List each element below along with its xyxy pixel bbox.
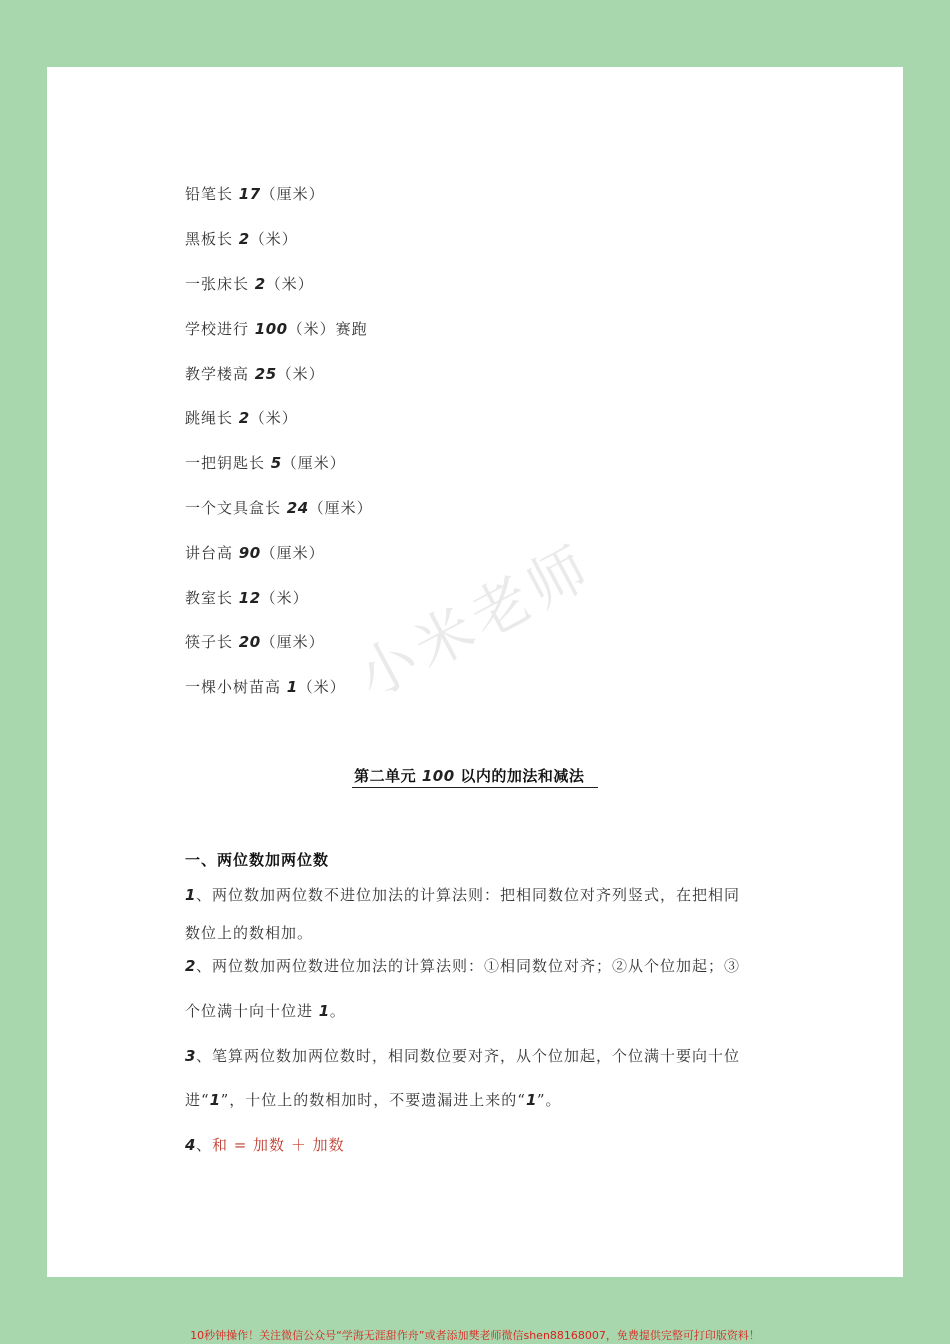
item-text: 筷子长 [185, 633, 239, 651]
list-item [185, 363, 325, 384]
footer-promo: 10秒钟操作！关注微信公众号“学海无涯甜作舟”或者添加樊老师微信shen88168007，免费提供完整可打印版资料！ [190, 1329, 760, 1342]
rule-number-inline: 1 [525, 1091, 537, 1109]
list-item [185, 452, 346, 473]
list-item [185, 183, 325, 204]
item-text: 一把钥匙长 [185, 454, 271, 472]
item-number: 2 [238, 230, 250, 248]
rule-text: 、两位数加两位数不进位加法的计算法则：把相同数位对齐列竖式，在把相同 [195, 886, 740, 904]
item-unit: （米） [249, 409, 298, 427]
item-unit: （厘米） [260, 633, 325, 651]
rule-separator: 、 [195, 1136, 212, 1154]
rule-number: 3 [185, 1047, 196, 1065]
item-text: 一张床长 [185, 275, 255, 293]
list-item [185, 407, 298, 428]
rule-2-line-2 [185, 1000, 346, 1021]
unit-title [0, 765, 950, 786]
rule-text: 、笔算两位数加两位数时，相同数位要对齐，从个位加起，个位满十要向十位 [195, 1047, 740, 1065]
list-item [185, 273, 314, 294]
unit-title-number: 100 [421, 767, 455, 785]
rule-formula: 和 = 加数 ＋ 加数 [211, 1136, 345, 1154]
item-unit: （厘米） [281, 454, 346, 472]
item-number: 2 [254, 275, 266, 293]
rule-number: 2 [185, 957, 196, 975]
list-item [185, 631, 325, 652]
item-text: 跳绳长 [185, 409, 239, 427]
item-number: 90 [238, 544, 261, 562]
item-unit: （厘米） [260, 185, 325, 203]
list-item [185, 228, 298, 249]
unit-title-underlined [352, 767, 598, 788]
unit-title-prefix: 第二单元 [354, 767, 422, 785]
watermark: 小米老师 [346, 531, 605, 712]
rule-4 [185, 1134, 345, 1155]
rule-3-line-1 [185, 1045, 740, 1066]
item-unit: （米）赛跑 [287, 320, 368, 338]
item-text: 黑板长 [185, 230, 239, 248]
list-item [185, 497, 373, 518]
rule-1-line-1 [185, 884, 740, 905]
item-unit: （米） [297, 678, 346, 696]
rule-number-inline: 1 [318, 1002, 330, 1020]
section-heading: 一、两位数加两位数 [185, 851, 330, 869]
item-number: 5 [270, 454, 282, 472]
item-unit: （米） [276, 365, 325, 383]
item-text: 教室长 [185, 589, 239, 607]
item-unit: （厘米） [308, 499, 373, 517]
item-number: 24 [286, 499, 309, 517]
item-number: 1 [286, 678, 298, 696]
list-item [185, 318, 368, 339]
item-unit: （米） [260, 589, 309, 607]
rule-text: 个位满十向十位进 [185, 1002, 319, 1020]
list-item [185, 587, 309, 608]
list-item [185, 676, 346, 697]
item-text: 铅笔长 [185, 185, 239, 203]
rule-text: 、两位数加两位数进位加法的计算法则：①相同数位对齐；②从个位加起；③ [195, 957, 740, 975]
item-text: 讲台高 [185, 544, 239, 562]
item-number: 17 [238, 185, 261, 203]
item-unit: （厘米） [260, 544, 325, 562]
rule-text: ”，十位上的数相加时，不要遗漏进上来的“ [220, 1091, 526, 1109]
item-number: 100 [254, 320, 288, 338]
item-number: 20 [238, 633, 261, 651]
unit-title-suffix: 以内的加法和减法 [454, 767, 585, 785]
rule-text: 。 [329, 1002, 346, 1020]
item-number: 25 [254, 365, 277, 383]
item-text: 一棵小树苗高 [185, 678, 287, 696]
rule-3-line-2 [185, 1089, 562, 1110]
rule-number: 1 [185, 886, 196, 904]
item-unit: （米） [265, 275, 314, 293]
item-text: 一个文具盒长 [185, 499, 287, 517]
item-text: 学校进行 [185, 320, 255, 338]
rule-text: 进“ [185, 1091, 210, 1109]
item-number: 2 [238, 409, 250, 427]
rule-number-inline: 1 [209, 1091, 221, 1109]
rule-2-line-1 [185, 955, 740, 976]
item-text: 教学楼高 [185, 365, 255, 383]
item-number: 12 [238, 589, 261, 607]
rule-number: 4 [185, 1136, 196, 1154]
list-item [185, 542, 325, 563]
rule-text: ”。 [536, 1091, 562, 1109]
rule-1-line-2: 数位上的数相加。 [185, 924, 314, 942]
item-unit: （米） [249, 230, 298, 248]
